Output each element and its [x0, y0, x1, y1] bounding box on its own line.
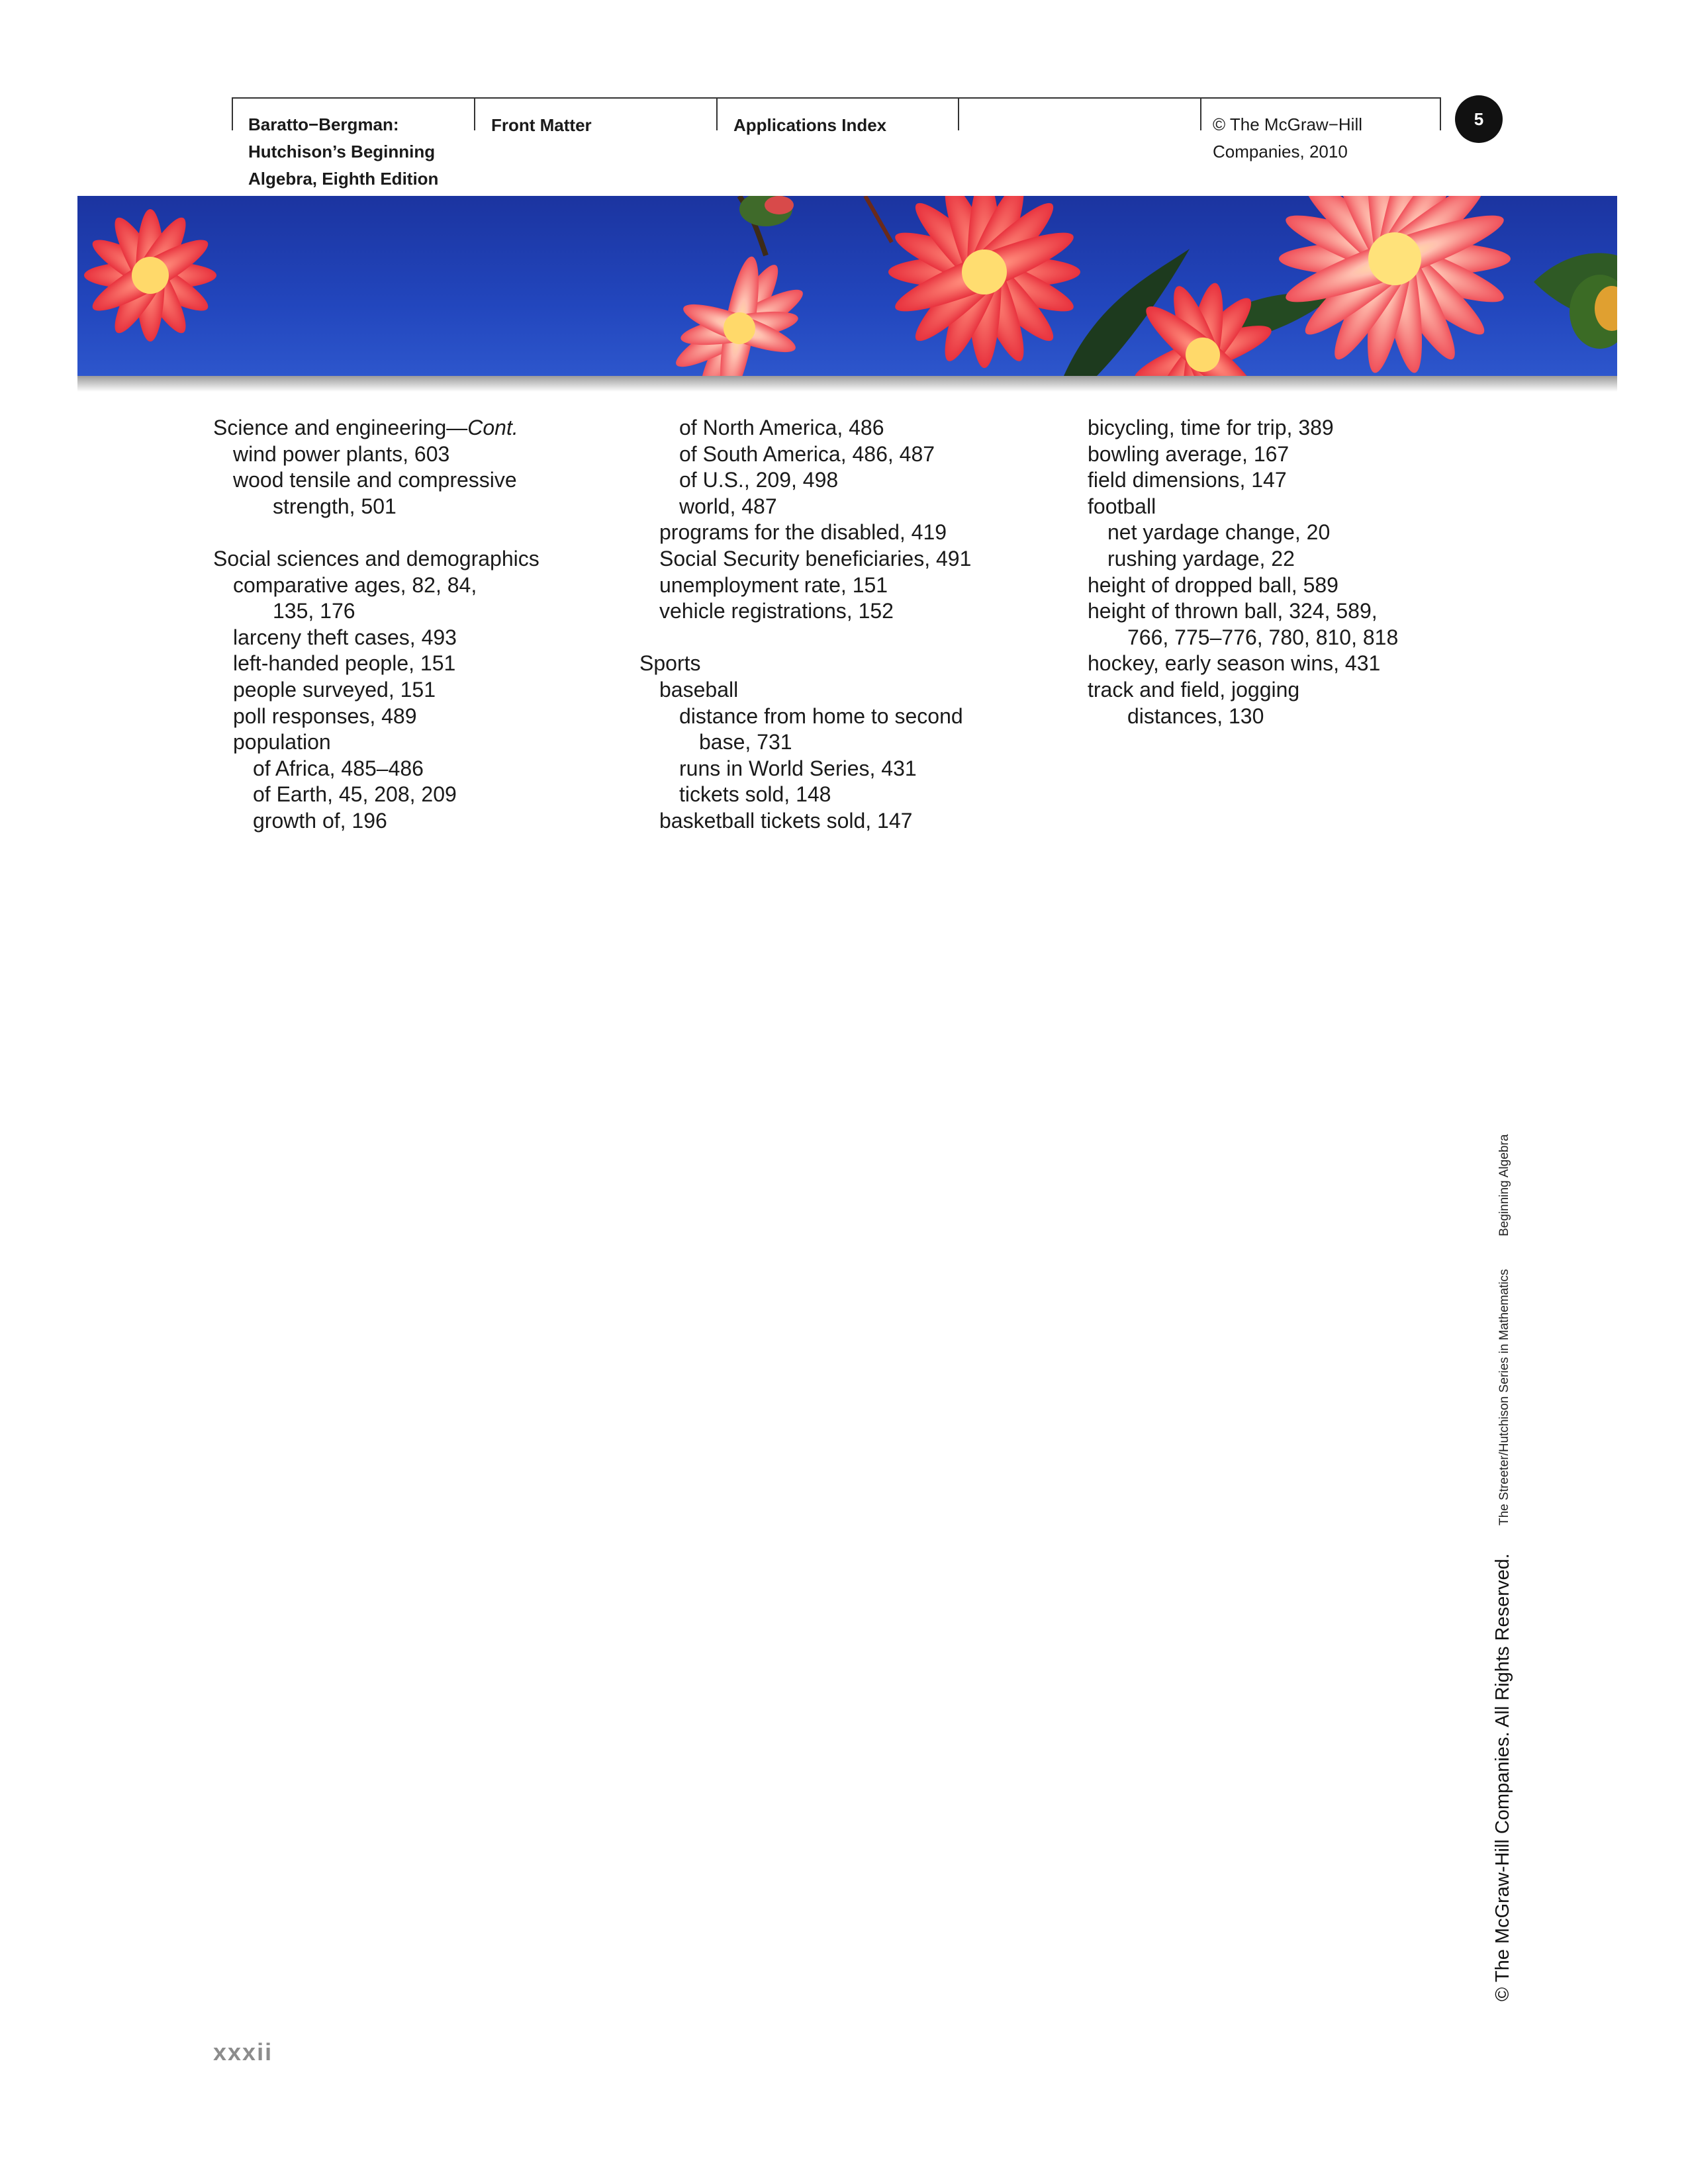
banner-shadow	[77, 376, 1617, 392]
copyright-line: Companies, 2010	[1213, 142, 1348, 161]
index-entry-text: rushing yardage, 22	[1107, 546, 1295, 570]
index-subentry	[639, 494, 971, 520]
index-entry-text: basketball tickets sold, 147	[659, 808, 913, 833]
index-subentry	[213, 441, 539, 468]
index-entry-text: world, 487	[679, 494, 777, 518]
index-heading	[1088, 651, 1398, 677]
index-heading	[213, 415, 539, 441]
index-subentry	[213, 598, 539, 625]
index-entry-text: net yardage change, 20	[1107, 520, 1331, 545]
index-entry-text: base, 731	[699, 730, 792, 754]
side-series-name: The Streeter/Hutchison Series in Mathematics	[1497, 1269, 1511, 1525]
index-subentry	[639, 572, 971, 599]
header-cell-section	[474, 97, 716, 135]
book-title-line: Algebra, Eighth Edition	[248, 169, 439, 189]
index-entry-text: Sports	[639, 651, 701, 676]
index-entry-text: of U.S., 209, 498	[679, 468, 839, 492]
index-subentry	[639, 546, 971, 572]
copyright-line: © The McGraw−Hill	[1213, 114, 1363, 134]
index-entry-text: baseball	[659, 677, 739, 702]
index-subentry	[213, 729, 539, 756]
index-entry-text: unemployment rate, 151	[659, 572, 888, 597]
index-entry-text: larceny theft cases, 493	[233, 625, 457, 649]
index-heading	[1088, 677, 1398, 704]
index-heading	[1088, 598, 1398, 625]
index-entry-text: bowling average, 167	[1088, 441, 1289, 466]
index-entry-text: of North America, 486	[679, 416, 884, 439]
index-subentry	[213, 625, 539, 651]
index-entry-text: runs in World Series, 431	[679, 756, 917, 780]
index-entry-text: wind power plants, 603	[233, 441, 450, 466]
flower-banner-image	[77, 196, 1617, 376]
index-entry-text: distance from home to second	[679, 704, 963, 728]
index-entry-text: distances, 130	[1127, 704, 1264, 728]
index-entry-text: strength, 501	[273, 494, 397, 518]
index-entry-text: of South America, 486, 487	[679, 441, 935, 466]
index-entry-text: left-handed people, 151	[233, 651, 456, 676]
header-book-title	[248, 111, 438, 193]
folio-page-number: xxxii	[213, 2038, 273, 2066]
index-subentry	[639, 598, 971, 625]
index-entry-text: population	[233, 730, 331, 754]
header-chapter: Applications Index	[733, 115, 887, 135]
index-entry-text: height of dropped ball, 589	[1088, 572, 1338, 597]
index-subentry	[1088, 546, 1398, 572]
index-column-2	[639, 415, 971, 835]
book-title-line: Hutchison’s Beginning	[248, 142, 436, 161]
index-entry-text: growth of, 196	[253, 808, 387, 833]
index-heading	[1088, 415, 1398, 441]
index-entry-text: comparative ages, 82, 84,	[233, 572, 477, 597]
index-subentry	[1088, 520, 1398, 546]
index-entry-text: track and field, jogging	[1088, 677, 1300, 702]
book-title-line: Baratto−Bergman:	[248, 114, 399, 134]
index-subentry	[639, 520, 971, 546]
header-cell-empty	[958, 97, 1200, 130]
index-entry-text: bicycling, time for trip, 389	[1088, 416, 1334, 439]
header-divider	[1440, 97, 1441, 130]
index-subentry	[639, 441, 971, 468]
header-section: Front Matter	[491, 115, 592, 135]
index-subentry	[639, 467, 971, 494]
index-entry-text: wood tensile and compressive	[233, 468, 517, 492]
index-entry-text: people surveyed, 151	[233, 677, 436, 702]
header-copyright	[1213, 111, 1362, 165]
index-subentry	[639, 677, 971, 704]
side-rights-notice: © The McGraw-Hill Companies. All Rights Reserved.	[1492, 1553, 1513, 2001]
index-subentry	[639, 782, 971, 808]
index-gap	[639, 625, 971, 651]
index-subentry	[1088, 704, 1398, 730]
index-entry-text: height of thrown ball, 324, 589,	[1088, 599, 1378, 623]
index-heading	[1088, 467, 1398, 494]
side-series-title: Beginning Algebra	[1497, 1134, 1511, 1236]
index-entry-text: programs for the disabled, 419	[659, 520, 947, 545]
index-entry-text: vehicle registrations, 152	[659, 599, 894, 623]
header-cell-chapter	[716, 97, 958, 135]
index-entry-text: 135, 176	[273, 599, 355, 623]
index-subentry	[213, 572, 539, 599]
index-entry-text: tickets sold, 148	[679, 782, 831, 807]
index-heading	[1088, 494, 1398, 520]
index-heading	[213, 546, 539, 572]
index-subentry	[639, 756, 971, 782]
index-subentry	[639, 808, 971, 835]
index-entry-text: 766, 775–776, 780, 810, 818	[1127, 625, 1399, 649]
index-subentry	[213, 677, 539, 704]
index-entry-text: of Earth, 45, 208, 209	[253, 782, 457, 807]
index-subentry	[213, 467, 539, 494]
index-subentry	[213, 782, 539, 808]
index-entry-text: Social Security beneficiaries, 491	[659, 546, 972, 570]
index-entry-text: football	[1088, 494, 1156, 518]
index-heading	[639, 651, 971, 677]
index-subentry	[213, 494, 539, 520]
index-subentry	[213, 756, 539, 782]
index-entry-text: field dimensions, 147	[1088, 468, 1287, 492]
index-subentry	[1088, 625, 1398, 651]
index-subentry	[213, 651, 539, 677]
index-column-1	[213, 415, 539, 835]
index-entry-text: poll responses, 489	[233, 704, 417, 728]
index-entry-text: Social sciences and demographics	[213, 546, 539, 570]
index-subentry	[213, 704, 539, 730]
index-subentry	[639, 704, 971, 730]
index-subentry	[213, 808, 539, 835]
index-entry-text: of Africa, 485–486	[253, 756, 424, 780]
index-heading	[1088, 572, 1398, 599]
index-continued-marker: Cont.	[467, 416, 518, 439]
index-column-3	[1088, 415, 1398, 729]
index-entry-text: hockey, early season wins, 431	[1088, 651, 1381, 676]
index-heading	[1088, 441, 1398, 468]
index-subentry	[639, 415, 971, 441]
index-gap	[213, 520, 539, 546]
page-number-badge: 5	[1455, 95, 1503, 143]
index-subentry	[639, 729, 971, 756]
index-entry-text: Science and engineering—	[213, 416, 468, 439]
